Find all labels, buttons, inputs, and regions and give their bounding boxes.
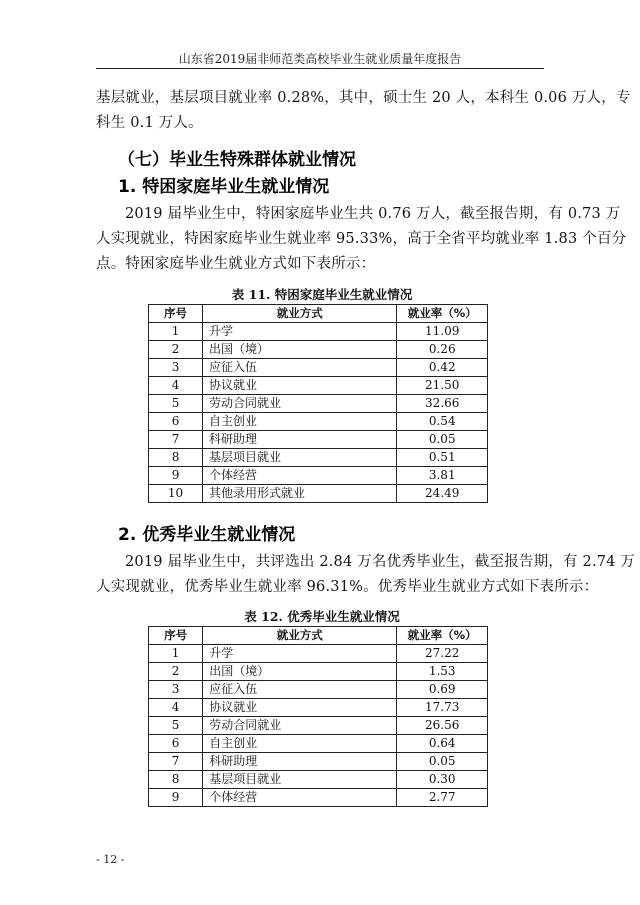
cell-mode: 应征入伍 <box>203 359 397 377</box>
table-row <box>149 789 488 807</box>
cell-mode: 基层项目就业 <box>203 771 397 789</box>
table-11-caption: 表 11. 特困家庭毕业生就业情况 <box>231 287 413 302</box>
table-12 <box>148 626 488 807</box>
paragraph-line: 基层就业，基层项目就业率 0.28%，其中，硕士生 20 人，本科生 0.06 万人，专 <box>96 90 631 106</box>
cell-mode: 劳动合同就业 <box>203 717 397 735</box>
cell-rate: 3.81 <box>397 467 488 485</box>
column-header-index: 序号 <box>149 627 203 645</box>
cell-index: 5 <box>149 717 203 735</box>
cell-index: 4 <box>149 377 203 395</box>
paragraph-line: 2019 届毕业生中，特困家庭毕业生共 0.76 万人，截至报告期，有 0.73 万 <box>125 206 621 222</box>
table-row <box>149 735 488 753</box>
cell-rate: 0.54 <box>397 413 488 431</box>
cell-mode: 协议就业 <box>203 699 397 717</box>
paragraph-line: 点。特困家庭毕业生就业方式如下表所示： <box>96 256 376 272</box>
cell-mode: 升学 <box>203 645 397 663</box>
cell-index: 7 <box>149 431 203 449</box>
table-row <box>149 323 488 341</box>
cell-index: 3 <box>149 359 203 377</box>
cell-rate: 27.22 <box>397 645 488 663</box>
cell-mode: 出国（境） <box>203 341 397 359</box>
cell-mode: 升学 <box>203 323 397 341</box>
cell-mode: 基层项目就业 <box>203 449 397 467</box>
paragraph-line: 人实现就业，优秀毕业生就业率 96.31%。优秀毕业生就业方式如下表所示： <box>96 579 599 595</box>
cell-index: 3 <box>149 681 203 699</box>
cell-mode: 个体经营 <box>203 789 397 807</box>
cell-mode: 科研助理 <box>203 431 397 449</box>
table-11 <box>148 304 488 503</box>
cell-index: 2 <box>149 341 203 359</box>
cell-index: 7 <box>149 753 203 771</box>
column-header-mode: 就业方式 <box>203 305 397 323</box>
cell-rate: 2.77 <box>397 789 488 807</box>
table-header-row <box>149 305 488 323</box>
cell-rate: 32.66 <box>397 395 488 413</box>
cell-rate: 21.50 <box>397 377 488 395</box>
cell-index: 5 <box>149 395 203 413</box>
cell-rate: 0.05 <box>397 431 488 449</box>
table-row <box>149 717 488 735</box>
intro-paragraph <box>96 86 631 136</box>
cell-index: 4 <box>149 699 203 717</box>
cell-mode: 出国（境） <box>203 663 397 681</box>
table-row <box>149 431 488 449</box>
column-header-rate: 就业率（%） <box>397 305 488 323</box>
running-header: 山东省2019届非师范类高校毕业生就业质量年度报告 <box>178 52 462 66</box>
cell-mode: 自主创业 <box>203 413 397 431</box>
cell-mode: 其他录用形式就业 <box>203 485 397 503</box>
table-row <box>149 377 488 395</box>
table-row <box>149 663 488 681</box>
cell-index: 1 <box>149 645 203 663</box>
cell-index: 9 <box>149 467 203 485</box>
table-header-row <box>149 627 488 645</box>
subsection-heading-1: 1. 特困家庭毕业生就业情况 <box>118 177 330 197</box>
subsection-1-paragraph <box>96 202 627 277</box>
cell-rate: 24.49 <box>397 485 488 503</box>
cell-rate: 0.69 <box>397 681 488 699</box>
table-row <box>149 449 488 467</box>
table-row <box>149 485 488 503</box>
cell-index: 2 <box>149 663 203 681</box>
table-row <box>149 771 488 789</box>
table-row <box>149 359 488 377</box>
paragraph-line: 人实现就业，特困家庭毕业生就业率 95.33%，高于全省平均就业率 1.83 个百分 <box>96 231 627 247</box>
cell-index: 6 <box>149 735 203 753</box>
subsection-heading-2: 2. 优秀毕业生就业情况 <box>118 525 296 545</box>
column-header-index: 序号 <box>149 305 203 323</box>
cell-mode: 劳动合同就业 <box>203 395 397 413</box>
table-row <box>149 699 488 717</box>
table-row <box>149 681 488 699</box>
cell-rate: 0.64 <box>397 735 488 753</box>
cell-rate: 1.53 <box>397 663 488 681</box>
cell-rate: 26.56 <box>397 717 488 735</box>
table-row <box>149 645 488 663</box>
page-number: - 12 - <box>96 853 125 866</box>
section-heading: （七）毕业生特殊群体就业情况 <box>118 150 356 170</box>
cell-mode: 科研助理 <box>203 753 397 771</box>
header-rule <box>96 68 544 69</box>
cell-index: 9 <box>149 789 203 807</box>
cell-rate: 17.73 <box>397 699 488 717</box>
cell-index: 8 <box>149 771 203 789</box>
cell-mode: 自主创业 <box>203 735 397 753</box>
cell-rate: 11.09 <box>397 323 488 341</box>
cell-rate: 0.05 <box>397 753 488 771</box>
cell-index: 8 <box>149 449 203 467</box>
cell-index: 1 <box>149 323 203 341</box>
cell-mode: 应征入伍 <box>203 681 397 699</box>
table-12-caption: 表 12. 优秀毕业生就业情况 <box>244 609 400 624</box>
cell-rate: 0.30 <box>397 771 488 789</box>
table-row <box>149 753 488 771</box>
table-row <box>149 413 488 431</box>
table-row <box>149 395 488 413</box>
cell-rate: 0.26 <box>397 341 488 359</box>
cell-mode: 个体经营 <box>203 467 397 485</box>
cell-index: 6 <box>149 413 203 431</box>
cell-rate: 0.42 <box>397 359 488 377</box>
table-row <box>149 341 488 359</box>
paragraph-line: 科生 0.1 万人。 <box>96 115 203 131</box>
column-header-rate: 就业率（%） <box>397 627 488 645</box>
cell-mode: 协议就业 <box>203 377 397 395</box>
paragraph-line: 2019 届毕业生中，共评选出 2.84 万名优秀毕业生，截至报告期，有 2.74 万 <box>125 554 636 570</box>
table-row <box>149 467 488 485</box>
subsection-2-paragraph <box>96 550 636 600</box>
column-header-mode: 就业方式 <box>203 627 397 645</box>
cell-rate: 0.51 <box>397 449 488 467</box>
cell-index: 10 <box>149 485 203 503</box>
